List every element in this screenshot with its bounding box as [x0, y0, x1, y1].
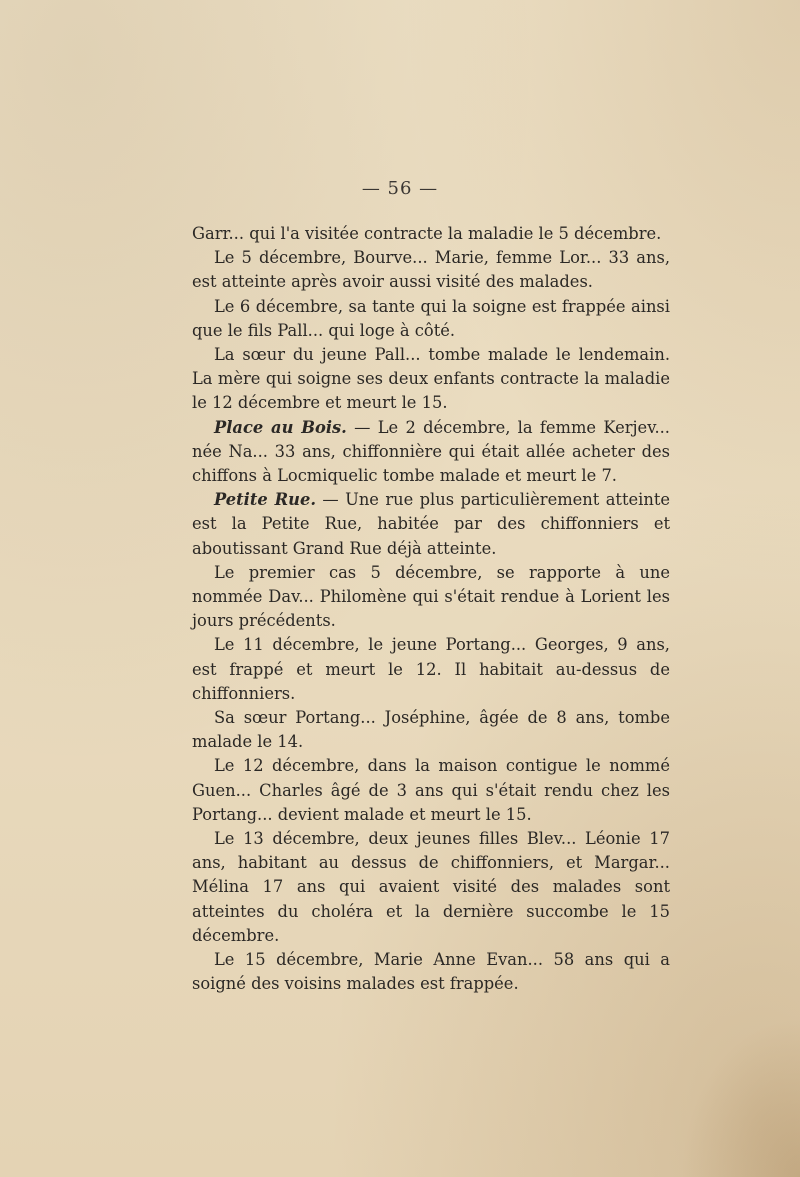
paper-stain	[680, 1017, 800, 1177]
body-text	[192, 222, 670, 997]
paragraph-7: Le premier cas 5 décembre, se rapporte à une nommée Dav... Philomène qui s'était rendue à Lorient les jours précédents.	[192, 562, 670, 631]
paragraph-5-text: — Le 2 décembre, la femme Kerjev... née Na... 33 ans, chiffonnière qui était allée acheter des chiffons à Locmiquelic tombe malade et meurt le 7.	[192, 417, 670, 486]
paragraph-5	[192, 416, 670, 489]
paragraph-6	[192, 488, 670, 561]
paragraph-3: Le 6 décembre, sa tante qui la soigne est frappée ainsi que le fils Pall... qui loge à côté.	[192, 296, 670, 340]
section-heading-petite-rue: Petite Rue.	[214, 490, 317, 510]
paragraph-12: Le 15 décembre, Marie Anne Evan... 58 ans qui a soigné des voisins malades est frappée.	[192, 950, 670, 994]
paragraph-11: Le 13 décembre, deux jeunes filles Blev... Léonie 17 ans, habitant au dessus de chiffonniers, et Margar... Mélina 17 ans qui avaient visité des malades sont atteintes du choléra et la dernière succombe le 15 décembre.	[192, 829, 670, 945]
section-heading-place-au-bois: Place au Bois.	[214, 417, 347, 437]
paragraph-6-text: — Une rue plus particulièrement atteinte est la Petite Rue, habitée par des chiffonniers et aboutissant Grand Rue déjà atteinte.	[192, 490, 671, 558]
paragraph-10: Le 12 décembre, dans la maison contigue le nommé Guen... Charles âgé de 3 ans qui s'était rendu chez les Portang... devient malade et meurt le 15.	[192, 756, 670, 824]
paragraph-8: Le 11 décembre, le jeune Portang... Georges, 9 ans, est frappé et meurt le 12. Il habitait au-dessus de chiffonniers.	[192, 635, 670, 703]
paragraph-2: Le 5 décembre, Bourve... Marie, femme Lor... 33 ans, est atteinte après avoir aussi visité des malades.	[192, 248, 670, 292]
paragraph-4: La sœur du jeune Pall... tombe malade le lendemain. La mère qui soigne ses deux enfants contracte la maladie le 12 décembre et meurt le 15.	[192, 345, 670, 413]
paragraph-9: Sa sœur Portang... Joséphine, âgée de 8 ans, tombe malade le 14.	[192, 708, 670, 752]
page-number: — 56 —	[361, 178, 439, 199]
paragraph-1: Garr... qui l'a visitée contracte la maladie le 5 décembre.	[192, 224, 662, 243]
